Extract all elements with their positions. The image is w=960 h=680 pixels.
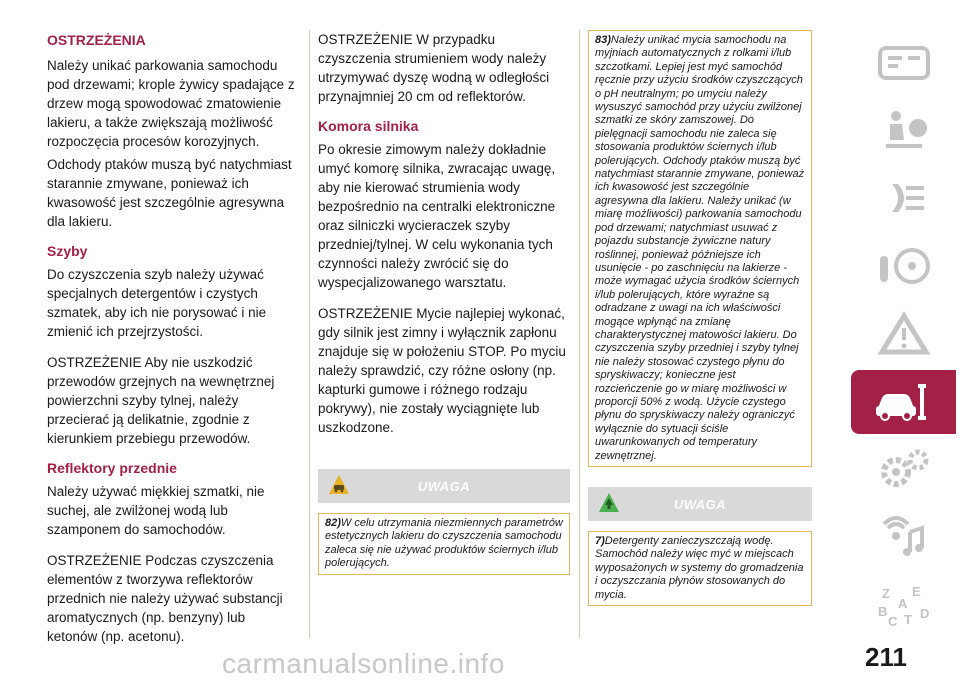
- steering-wheel-icon: [874, 242, 934, 290]
- tab-multimedia[interactable]: [851, 506, 956, 570]
- section-heading-engine-bay: Komora silnika: [318, 118, 419, 134]
- note-7-text: Detergenty zanieczyszczają wodę. Samochód należy więc myć w miejscach wyposażonych w systemy do gromadzenia i oczyszczania płynów stosowanych do mycia.: [595, 535, 804, 601]
- tab-technical-data[interactable]: [851, 438, 956, 502]
- index-letter-d: D: [919, 606, 929, 621]
- index-icon: [874, 582, 934, 630]
- tab-dashboard[interactable]: [851, 30, 956, 94]
- page-number: 211: [865, 642, 907, 672]
- column-2: [318, 30, 570, 575]
- caution-label-1: UWAGA: [417, 478, 471, 494]
- caution-car-icon: [328, 474, 350, 496]
- index-letter-a: A: [897, 596, 907, 611]
- warning-triangle-icon: [874, 310, 934, 358]
- index-letter-b: B: [877, 604, 887, 619]
- caution-banner-1: [318, 469, 570, 503]
- note-7: [588, 531, 812, 606]
- environment-tree-icon: [598, 492, 620, 514]
- tab-emergency[interactable]: [851, 302, 956, 366]
- index-letter-e: E: [911, 584, 921, 599]
- dashboard-icon: [874, 38, 934, 86]
- engine-bay-paragraph-2: OSTRZEŻENIE Mycie najlepiej wykonać, gdy silnik jest zimny i wyłącznik zapłonu znajduje się w położeniu STOP. Po myciu należy sprawdzić, czy różne osłony (np. kapturki gumowe i różnego rodzaju pokrywy), nie zostały wyciągnięte lub uszkodzone.: [318, 306, 566, 435]
- headlights-paragraph-3: OSTRZEŻENIE W przypadku czyszczenia strumieniem wody należy utrzymywać dyszę wodną w odległości przynajmniej 20 cm od reflektorów.: [318, 32, 550, 104]
- headlights-paragraph-1: Należy używać miękkiej szmatki, nie suchej, ale zwilżonej wodą lub szamponem do samochodów.: [47, 484, 265, 537]
- chapter-sidebar: [851, 30, 956, 642]
- multimedia-icon: [874, 514, 934, 562]
- caution-banner-2: [588, 487, 812, 521]
- note-82-number: 82): [325, 517, 341, 529]
- column-3: [588, 30, 812, 606]
- column-divider-2: [579, 30, 580, 638]
- car-wrench-icon: [874, 378, 934, 426]
- index-letter-z: Z: [881, 586, 890, 601]
- seatbelt-airbag-icon: [874, 106, 934, 154]
- windows-paragraph-1: Do czyszczenia szyb należy używać specjalnych detergentów i czystych szmatek, aby ich nie porysować i nie zmienić ich przejrzystości.: [47, 267, 267, 339]
- engine-bay-paragraph-1: Po okresie zimowym należy dokładnie umyć komorę silnika, zwracając uwagę, aby nie kierować strumienia wody bezpośrednio na centralki elektroniczne oraz silniczki wycieraczek szyby przedniej/tylnej. W celu wykonania tych czynności należy zwrócić się do wyspecjalizowanego warsztatu.: [318, 142, 556, 290]
- warnings-paragraph-2: Odchody ptaków muszą być natychmiast starannie zmywane, ponieważ ich kwasowość jest szczególnie agresywna dla lakieru.: [47, 157, 292, 229]
- lights-icon: [874, 174, 934, 222]
- warnings-paragraph-1: Należy unikać parkowania samochodu pod drzewami; krople żywicy spadające z drzew mogą spowodować zmatowienie lakieru, a także zwiększają możliwość rozpoczęcia procesów korozyjnych.: [47, 58, 295, 149]
- note-83-text: Należy unikać mycia samochodu na myjniach automatycznych z rolkami i/lub szczotkami. Lepiej jest myć samochód ręcznie przy użyciu środków czyszczących o pH neutralnym; po umyciu należy wysuszyć samochód przy użyciu zwilżonej szmatki ze skóry zamszowej. Do pielęgnacji samochodu nie zaleca się stosowania produktów ściernych i/lub polerujących. Odchody ptaków muszą być natychmiast starannie zmywane, ponieważ ich kwasowość jest szczególnie agresywna dla lakieru. Należy unikać (w miarę możliwości) parkowania samochodu pod drzewami; natychmiast usuwać z pojazdu substancje żywiczne natury roślinnej, ponieważ późniejsze ich usunięcie - po zaschnięciu na lakierze - może wymagać użycia środków ściernych i/lub polerujących, które wyraźne są odradzane z uwagi na ich właściwości mogące wpłynąć na zmianę charakterystycznej matowości lakieru. Do czyszczenia szyby przedniej i szyby tylnej nie należy stosować czystego płynu do spryskiwaczy; konieczne jest rozcieńczenie go w miarę możliwości w proporcji 50% z wodą. Użycie czystego płynu do spryskiwaczy należy ograniczyć wyłącznie do sytuacji ściśle uwarunkowanych od temperatury zewnętrznej.: [595, 34, 805, 462]
- tab-lights[interactable]: [851, 166, 956, 230]
- tab-index[interactable]: [851, 574, 956, 638]
- note-82: [318, 513, 570, 575]
- gears-icon: [874, 446, 934, 494]
- note-83-number: 83): [595, 34, 611, 46]
- section-heading-windows: Szyby: [47, 243, 88, 259]
- headlights-paragraph-2: OSTRZEŻENIE Podczas czyszczenia elementów z tworzywa reflektorów przednich nie należy używać substancji aromatycznych (np. benzyny) lub ketonów (np. acetonu).: [47, 553, 283, 644]
- tab-maintenance[interactable]: [851, 370, 956, 434]
- index-letter-t: T: [903, 612, 912, 627]
- note-7-number: 7): [595, 535, 605, 547]
- tab-safety[interactable]: [851, 98, 956, 162]
- warnings-heading: OSTRZEŻENIA: [47, 32, 146, 48]
- caution-label-2: UWAGA: [673, 496, 727, 512]
- note-82-text: W celu utrzymania niezmiennych parametrów estetycznych lakieru do czyszczenia samochodu zaleca się nie używać produktów ściernych i/lub polerujących.: [325, 517, 563, 570]
- section-heading-headlights: Reflektory przednie: [47, 460, 177, 476]
- column-1: [47, 30, 299, 658]
- column-divider-1: [309, 30, 310, 638]
- watermark: carmanualsonline.info: [222, 648, 505, 679]
- index-letter-c: C: [887, 614, 897, 629]
- windows-paragraph-2: OSTRZEŻENIE Aby nie uszkodzić przewodów grzejnych na wewnętrznej powierzchni szyby tylnej, należy przecierać ją delikatnie, zgodnie z kierunkiem przebiegu przewodów.: [47, 355, 275, 446]
- tab-driving[interactable]: [851, 234, 956, 298]
- note-83: [588, 30, 812, 467]
